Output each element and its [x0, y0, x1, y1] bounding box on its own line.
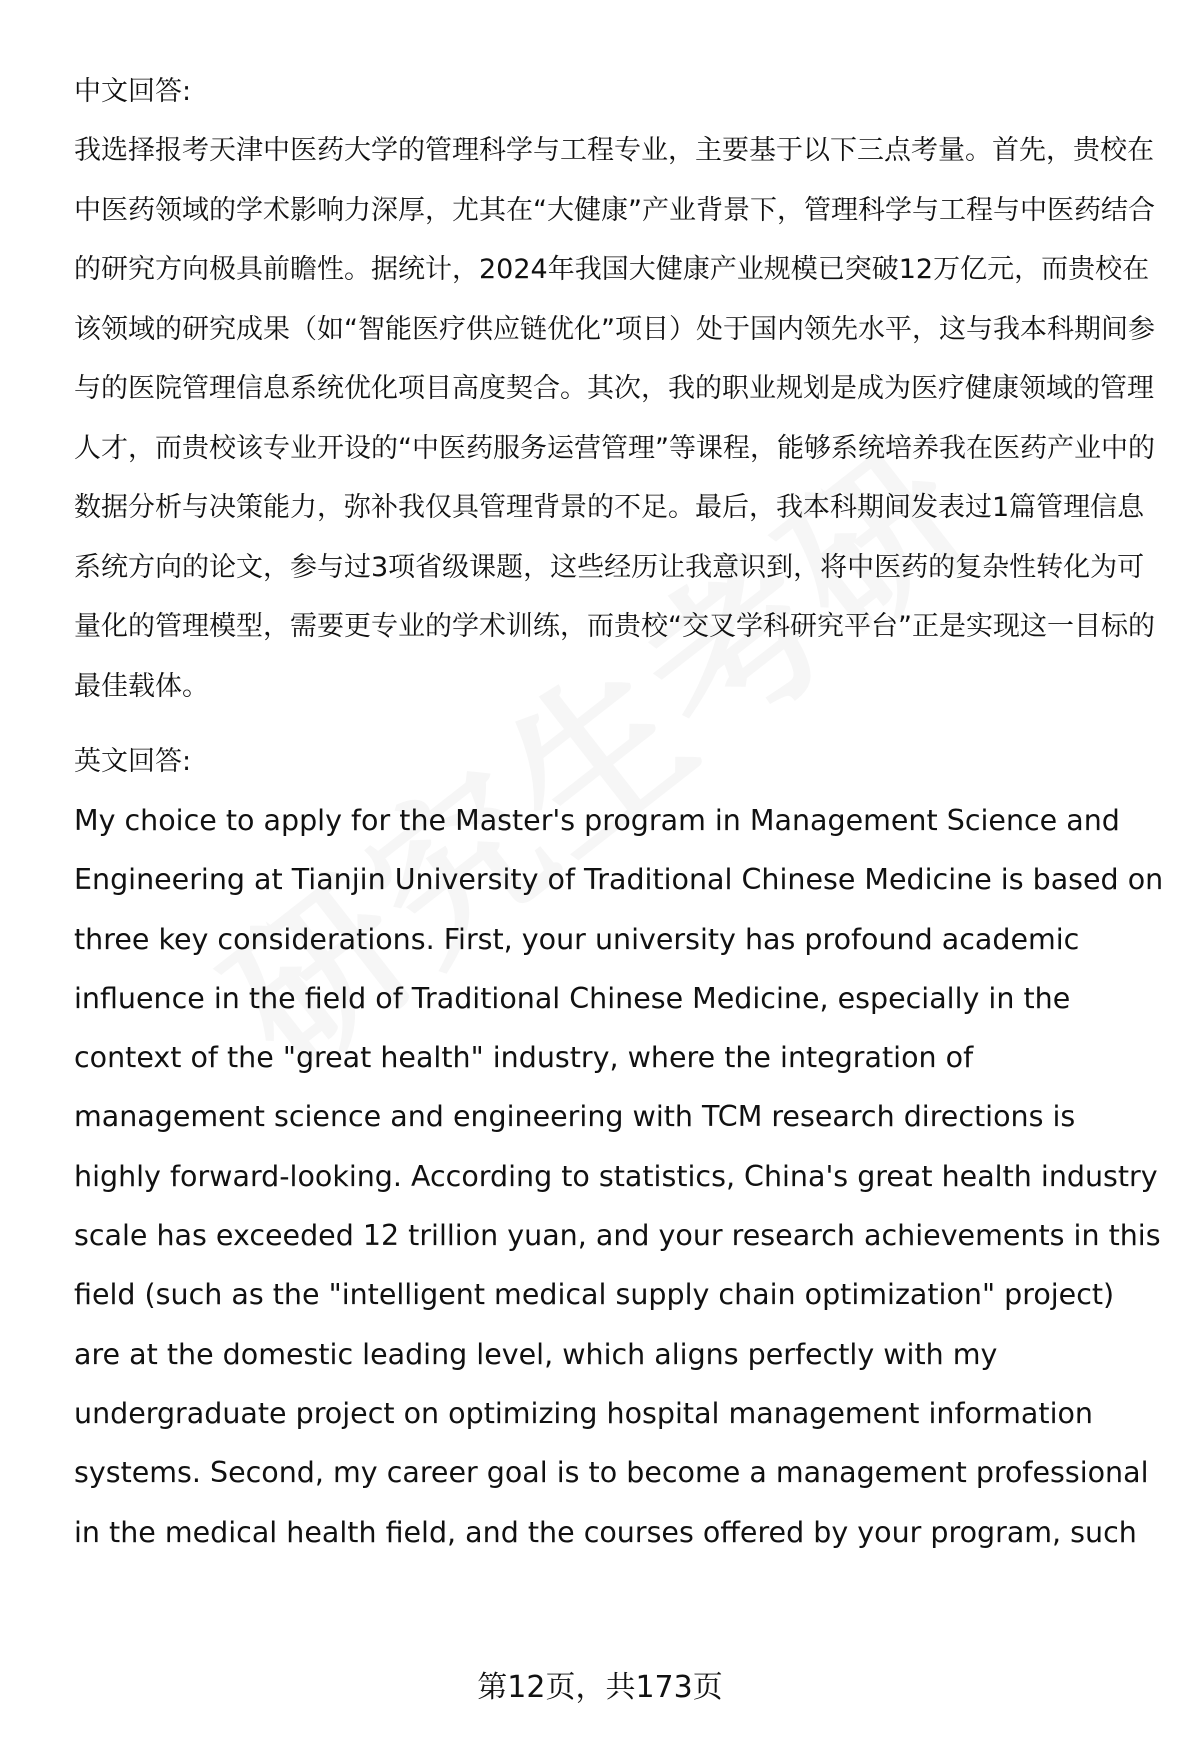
chinese-answer-body: 我选择报考天津中医药大学的管理科学与工程专业，主要基于以下三点考量。首先，贵校在中医药领域的学术影响力深厚，尤其在“大健康”产业背景下，管理科学与工程与中医药结合的研究方向极具前瞻性。据统计，2024年我国大健康产业规模已突破12万亿元，而贵校在该领域的研究成果（如“智能医疗供应链优化”项目）处于国内领先水平，这与我本科期间参与的医院管理信息系统优化项目高度契合。其次，我的职业规划是成为医疗健康领域的管理人才，而贵校该专业开设的“中医药服务运营管理”等课程，能够系统培养我在医药产业中的数据分析与决策能力，弥补我仅具管理背景的不足。最后，我本科期间发表过1篇管理信息系统方向的论文，参与过3项省级课题，这些经历让我意识到，将中医药的复杂性转化为可量化的管理模型，需要更专业的学术训练，而贵校“交叉学科研究平台”正是实现这一目标的最佳载体。: [74, 135, 1155, 702]
english-answer-section: [74, 732, 1164, 1562]
english-answer-heading: 英文回答:: [74, 746, 192, 777]
english-answer-body: My choice to apply for the Master's program in Management Science and Engineering at Tianjin University of Traditional Chinese Medicine is based on three key considerations. First, your university has profound academic influence in the field of Traditional Chinese Medicine, especially in the context of the "great health" industry, where the integration of management science and engineering with TCM research directions is highly forward-looking. According to statistics, China's great health industry scale has exceeded 12 trillion yuan, and your research achievements in this field (such as the "intelligent medical supply chain optimization" project) are at the domestic leading level, which aligns perfectly with my undergraduate project on optimizing hospital management information systems. Second, my career goal is to become a management professional in the medical health field, and the courses offered by your program, such: [74, 804, 1164, 1549]
chinese-answer-section: [74, 62, 1164, 716]
document-content: [74, 62, 1164, 1562]
section-gap: [74, 716, 1164, 732]
chinese-answer-heading: 中文回答:: [74, 76, 192, 107]
page-number-footer: 第12页，共173页: [477, 1670, 723, 1705]
